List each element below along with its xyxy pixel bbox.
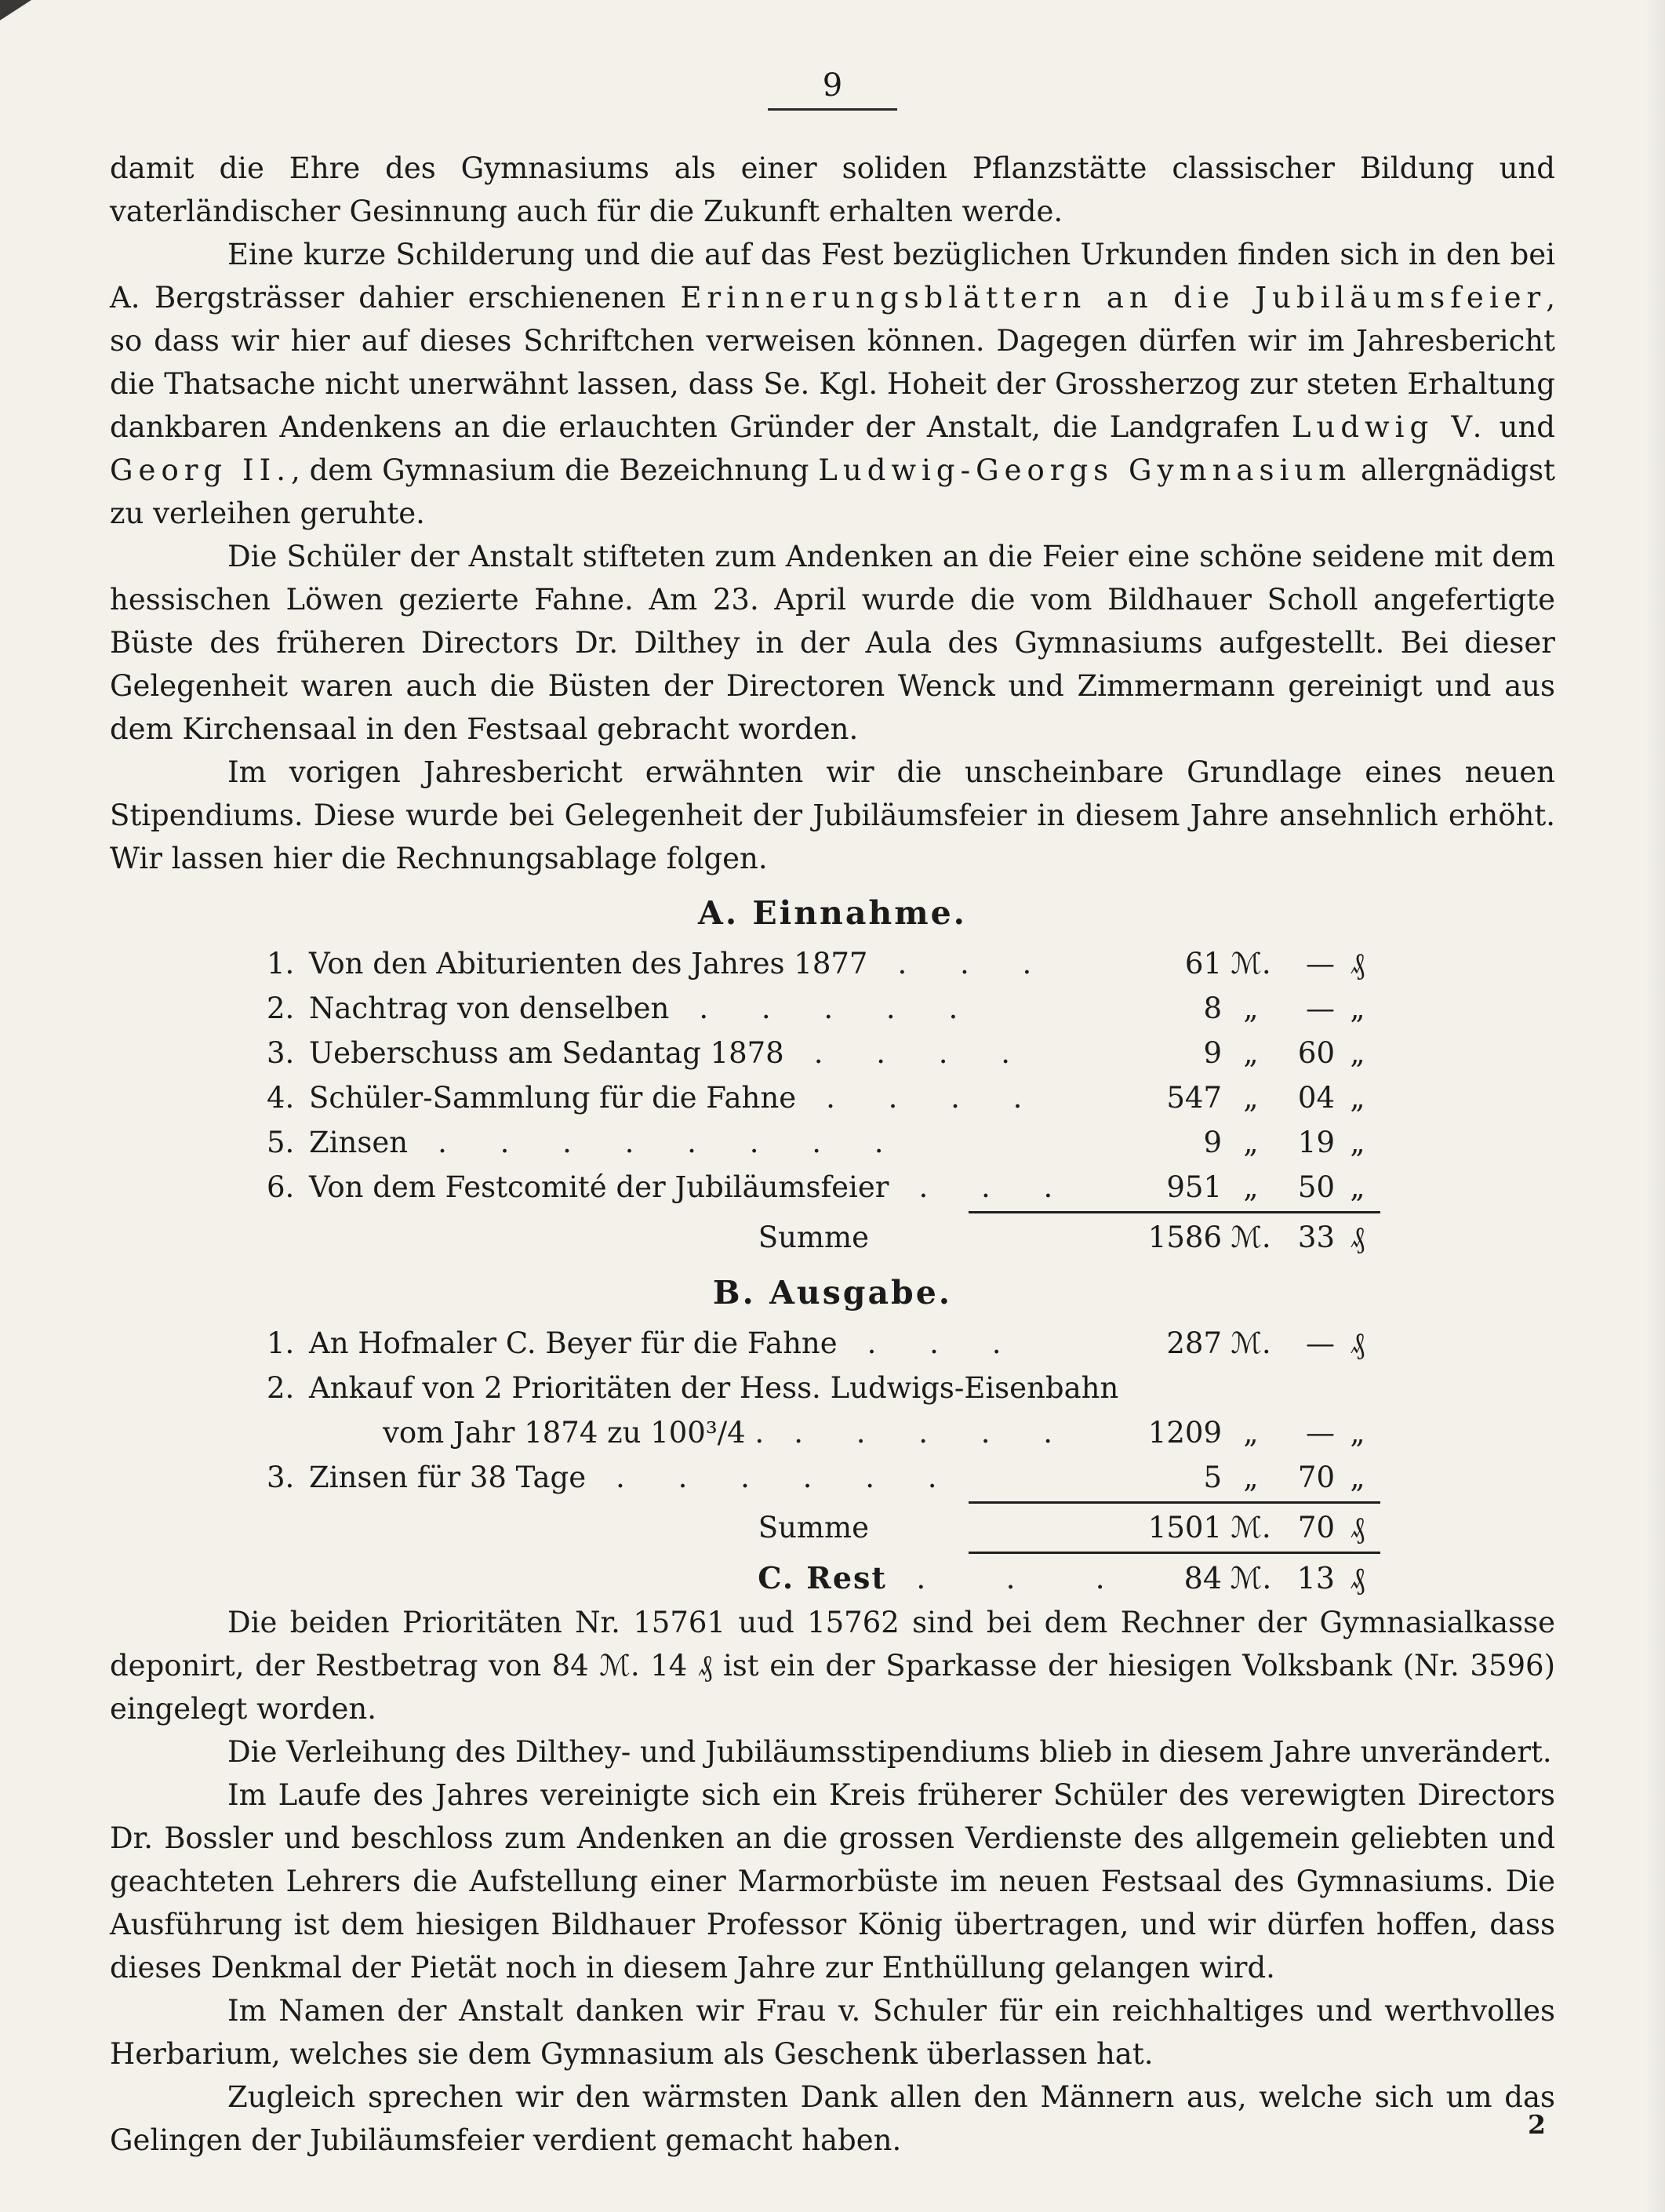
paragraph: Im Namen der Anstalt danken wir Frau v. Schuler für ein reichhaltiges und werthvolles Herbarium, welches sie dem Gymnasium als Geschenk überlassen hat. xyxy=(110,1994,1555,2071)
amount-mark: 84 xyxy=(1183,1561,1222,1595)
dot-leader: . . . . xyxy=(826,1081,1023,1115)
amount-mark: 547 xyxy=(1166,1081,1222,1115)
paragraph-text: und xyxy=(1487,410,1555,444)
emphasized-text: Ludwig V. xyxy=(1291,410,1488,444)
paragraph-text: allergnädigst zu verleihen geruhte. xyxy=(110,453,1555,530)
section-heading-ausgabe: B. Ausgabe. xyxy=(712,1274,953,1312)
pfennig-unit: ₰ xyxy=(1350,1561,1365,1595)
amount-pfennig: 33 xyxy=(1297,1221,1335,1254)
pfennig-unit: „ xyxy=(1350,1461,1365,1494)
amount-pfennig: 70 xyxy=(1297,1461,1335,1494)
pfennig-unit: „ xyxy=(1350,1126,1365,1159)
mark-unit: „ xyxy=(1243,1170,1259,1204)
account-row xyxy=(267,986,1380,1031)
account-row xyxy=(267,1165,1380,1210)
amount-mark: 1501 xyxy=(1147,1511,1222,1544)
account-table-einnahme xyxy=(267,941,1380,1260)
item-number: 6. xyxy=(267,1170,295,1204)
account-row xyxy=(267,1455,1380,1500)
sum-label: Summe xyxy=(758,1511,869,1544)
mark-unit: ℳ. xyxy=(1231,1326,1271,1360)
dot-leader: . . . xyxy=(916,1561,1105,1595)
paragraph-text: Eine kurze Schilderung und die auf das Fest bezüglichen Urkunden finden sich in den bei A. Bergsträsser dahier erschienenen xyxy=(110,238,1555,315)
item-label: Zinsen xyxy=(309,1126,409,1159)
item-label: An Hofmaler C. Beyer für die Fahne xyxy=(309,1326,838,1360)
signature-mark: 2 xyxy=(1528,2109,1546,2140)
pfennig-unit: ₰ xyxy=(1350,1511,1365,1544)
amount-pfennig: — xyxy=(1306,1416,1335,1450)
amount-mark: 8 xyxy=(1203,991,1222,1025)
account-row xyxy=(267,1321,1380,1366)
item-label: Ankauf von 2 Prioritäten der Hess. Ludwigs-Eisenbahn xyxy=(309,1371,1119,1405)
account-row xyxy=(267,1075,1380,1120)
item-number: 2. xyxy=(267,1371,295,1405)
mark-unit: ℳ. xyxy=(1231,1221,1271,1254)
mark-unit: „ xyxy=(1243,1461,1259,1494)
mark-unit: „ xyxy=(1243,1416,1259,1450)
amount-pfennig: 04 xyxy=(1297,1081,1335,1115)
amount-pfennig: 70 xyxy=(1297,1511,1335,1544)
account-row xyxy=(267,941,1380,986)
pfennig-unit: ₰ xyxy=(1350,947,1365,980)
item-label: vom Jahr 1874 zu 100³/4 . xyxy=(383,1416,765,1450)
item-number: 5. xyxy=(267,1126,295,1159)
amount-mark: 9 xyxy=(1203,1036,1222,1070)
sum-row xyxy=(267,1505,1380,1550)
mark-unit: ℳ. xyxy=(1230,1561,1272,1595)
rest-label: C. Rest xyxy=(758,1560,887,1595)
mark-unit: „ xyxy=(1243,1126,1259,1159)
pfennig-unit: „ xyxy=(1350,991,1365,1025)
rest-row xyxy=(267,1555,1380,1601)
pfennig-unit: „ xyxy=(1350,1170,1365,1204)
emphasized-text: Erinnerungsblättern an die Jubiläumsfeier xyxy=(680,281,1547,315)
mark-unit: „ xyxy=(1243,1036,1259,1070)
paragraph: Die Verleihung des Dilthey- und Jubiläumsstipendiums blieb in diesem Jahre unverändert. xyxy=(227,1735,1552,1769)
item-number: 1. xyxy=(267,947,295,980)
mark-unit: „ xyxy=(1243,1081,1259,1115)
pfennig-unit: „ xyxy=(1350,1416,1365,1450)
account-row-continuation xyxy=(267,1410,1380,1455)
dot-leader: . . . xyxy=(897,947,1032,980)
section-heading-einnahme: A. Einnahme. xyxy=(698,894,967,932)
amount-pfennig: 50 xyxy=(1297,1170,1335,1204)
amount-mark: 5 xyxy=(1203,1461,1222,1494)
amount-mark: 1586 xyxy=(1147,1221,1222,1254)
dot-leader: . . . . . xyxy=(699,991,958,1025)
paragraph-text: , so dass wir hier auf dieses Schriftchen verweisen können. Dagegen dürfen wir im Jahresbericht die Thatsache nicht unerwähnt lassen, dass Se. Kgl. Hoheit der Grossherzog zur steten Erhaltung dankbaren Andenkens an die erlauchten Gründer der Anstalt, die Landgrafen xyxy=(110,281,1555,444)
emphasized-text: Ludwig-Georgs Gymnasium xyxy=(818,453,1352,487)
paragraph: Zugleich sprechen wir den wärmsten Dank allen den Männern aus, welche sich um das Gelingen der Jubiläumsfeier verdient gemacht haben. xyxy=(110,2080,1555,2157)
dot-leader: . . . . . . . . xyxy=(438,1126,884,1159)
amount-mark: 1209 xyxy=(1147,1416,1222,1450)
amount-pfennig: 60 xyxy=(1297,1036,1335,1070)
amount-mark: 61 xyxy=(1184,947,1222,980)
mark-unit: „ xyxy=(1243,991,1259,1025)
emphasized-text: Georg II. xyxy=(110,453,291,487)
sum-rule xyxy=(969,1211,1380,1213)
dot-leader: . . . xyxy=(918,1170,1053,1204)
amount-pfennig: 13 xyxy=(1296,1561,1335,1595)
amount-pfennig: — xyxy=(1306,947,1335,980)
scan-edge-shade xyxy=(1645,0,1665,2212)
sum-row xyxy=(267,1215,1380,1260)
dot-leader: . . . . . xyxy=(794,1416,1053,1450)
item-label: Nachtrag von denselben xyxy=(309,991,670,1025)
item-number: 3. xyxy=(267,1461,295,1494)
amount-mark: 951 xyxy=(1166,1170,1222,1204)
pfennig-unit: „ xyxy=(1350,1081,1365,1115)
mark-unit: ℳ. xyxy=(1231,947,1271,980)
account-row xyxy=(267,1031,1380,1075)
item-number: 3. xyxy=(267,1036,295,1070)
dot-leader: . . . . . . xyxy=(616,1461,937,1494)
paragraph: Die beiden Prioritäten Nr. 15761 uud 15762 sind bei dem Rechner der Gymnasialkasse deponirt, der Restbetrag von 84 ℳ. 14 ₰ ist ein der Sparkasse der hiesigen Volksbank (Nr. 3596) eingelegt worden. xyxy=(110,1606,1555,1726)
amount-pfennig: 19 xyxy=(1297,1126,1335,1159)
page-number-block xyxy=(110,67,1555,111)
sum-rule xyxy=(969,1552,1380,1554)
item-label: Von den Abiturienten des Jahres 1877 xyxy=(309,947,868,980)
dot-leader: . . . . xyxy=(813,1036,1011,1070)
mark-unit: ℳ. xyxy=(1231,1511,1271,1544)
pfennig-unit: ₰ xyxy=(1350,1326,1365,1360)
item-number: 4. xyxy=(267,1081,295,1115)
item-label: Ueberschuss am Sedantag 1878 xyxy=(309,1036,784,1070)
amount-pfennig: — xyxy=(1306,1326,1335,1360)
amount-mark: 287 xyxy=(1166,1326,1222,1360)
paragraph: Im vorigen Jahresbericht erwähnten wir die unscheinbare Grundlage eines neuen Stipendiums. Diese wurde bei Gelegenheit der Jubiläumsfeier in diesem Jahre ansehnlich erhöht. Wir lassen hier die Rechnungsablage folgen. xyxy=(110,755,1555,875)
item-label: Von dem Festcomité der Jubiläumsfeier xyxy=(309,1170,889,1204)
account-table-ausgabe xyxy=(267,1321,1380,1601)
amount-mark: 9 xyxy=(1203,1126,1222,1159)
page-number: 9 xyxy=(768,67,897,111)
sum-rule xyxy=(969,1501,1380,1504)
account-row xyxy=(267,1366,1380,1410)
account-row xyxy=(267,1120,1380,1165)
item-label: Zinsen für 38 Tage xyxy=(309,1461,587,1494)
paragraph-text: , dem Gymnasium die Bezeichnung xyxy=(290,453,819,487)
paragraph xyxy=(110,233,1555,535)
sum-label: Summe xyxy=(758,1221,869,1254)
scan-artifact-corner xyxy=(0,0,31,20)
item-label: Schüler-Sammlung für die Fahne xyxy=(309,1081,797,1115)
paragraph: Im Laufe des Jahres vereinigte sich ein Kreis früherer Schüler des verewigten Directors Dr. Bossler und beschloss zum Andenken an die grossen Verdienste des allgemein geliebten und geachteten Lehrers die Aufstellung einer Marmorbüste im neuen Festsaal des Gymnasiums. Die Ausführung ist dem hiesigen Bildhauer Professor König übertragen, und wir dürfen hoffen, dass dieses Denkmal der Pietät noch in diesem Jahre zur Enthüllung gelangen wird. xyxy=(110,1778,1555,1985)
pfennig-unit: ₰ xyxy=(1350,1221,1365,1254)
paragraph: Die Schüler der Anstalt stifteten zum Andenken an die Feier eine schöne seidene mit dem hessischen Löwen gezierte Fahne. Am 23. April wurde die vom Bildhauer Scholl angefertigte Büste des früheren Directors Dr. Dilthey in der Aula des Gymnasiums aufgestellt. Bei dieser Gelegenheit waren auch die Büsten der Directoren Wenck und Zimmermann gereinigt und aus dem Kirchensaal in den Festsaal gebracht worden. xyxy=(110,540,1555,746)
paragraph-continuation: damit die Ehre des Gymnasiums als einer soliden Pflanzstätte classischer Bildung und vaterländischer Gesinnung auch für die Zukunft erhalten werde. xyxy=(110,151,1555,228)
dot-leader: . . . xyxy=(867,1326,1002,1360)
pfennig-unit: „ xyxy=(1350,1036,1365,1070)
amount-pfennig: — xyxy=(1306,991,1335,1025)
item-number: 1. xyxy=(267,1326,295,1360)
item-number: 2. xyxy=(267,991,295,1025)
